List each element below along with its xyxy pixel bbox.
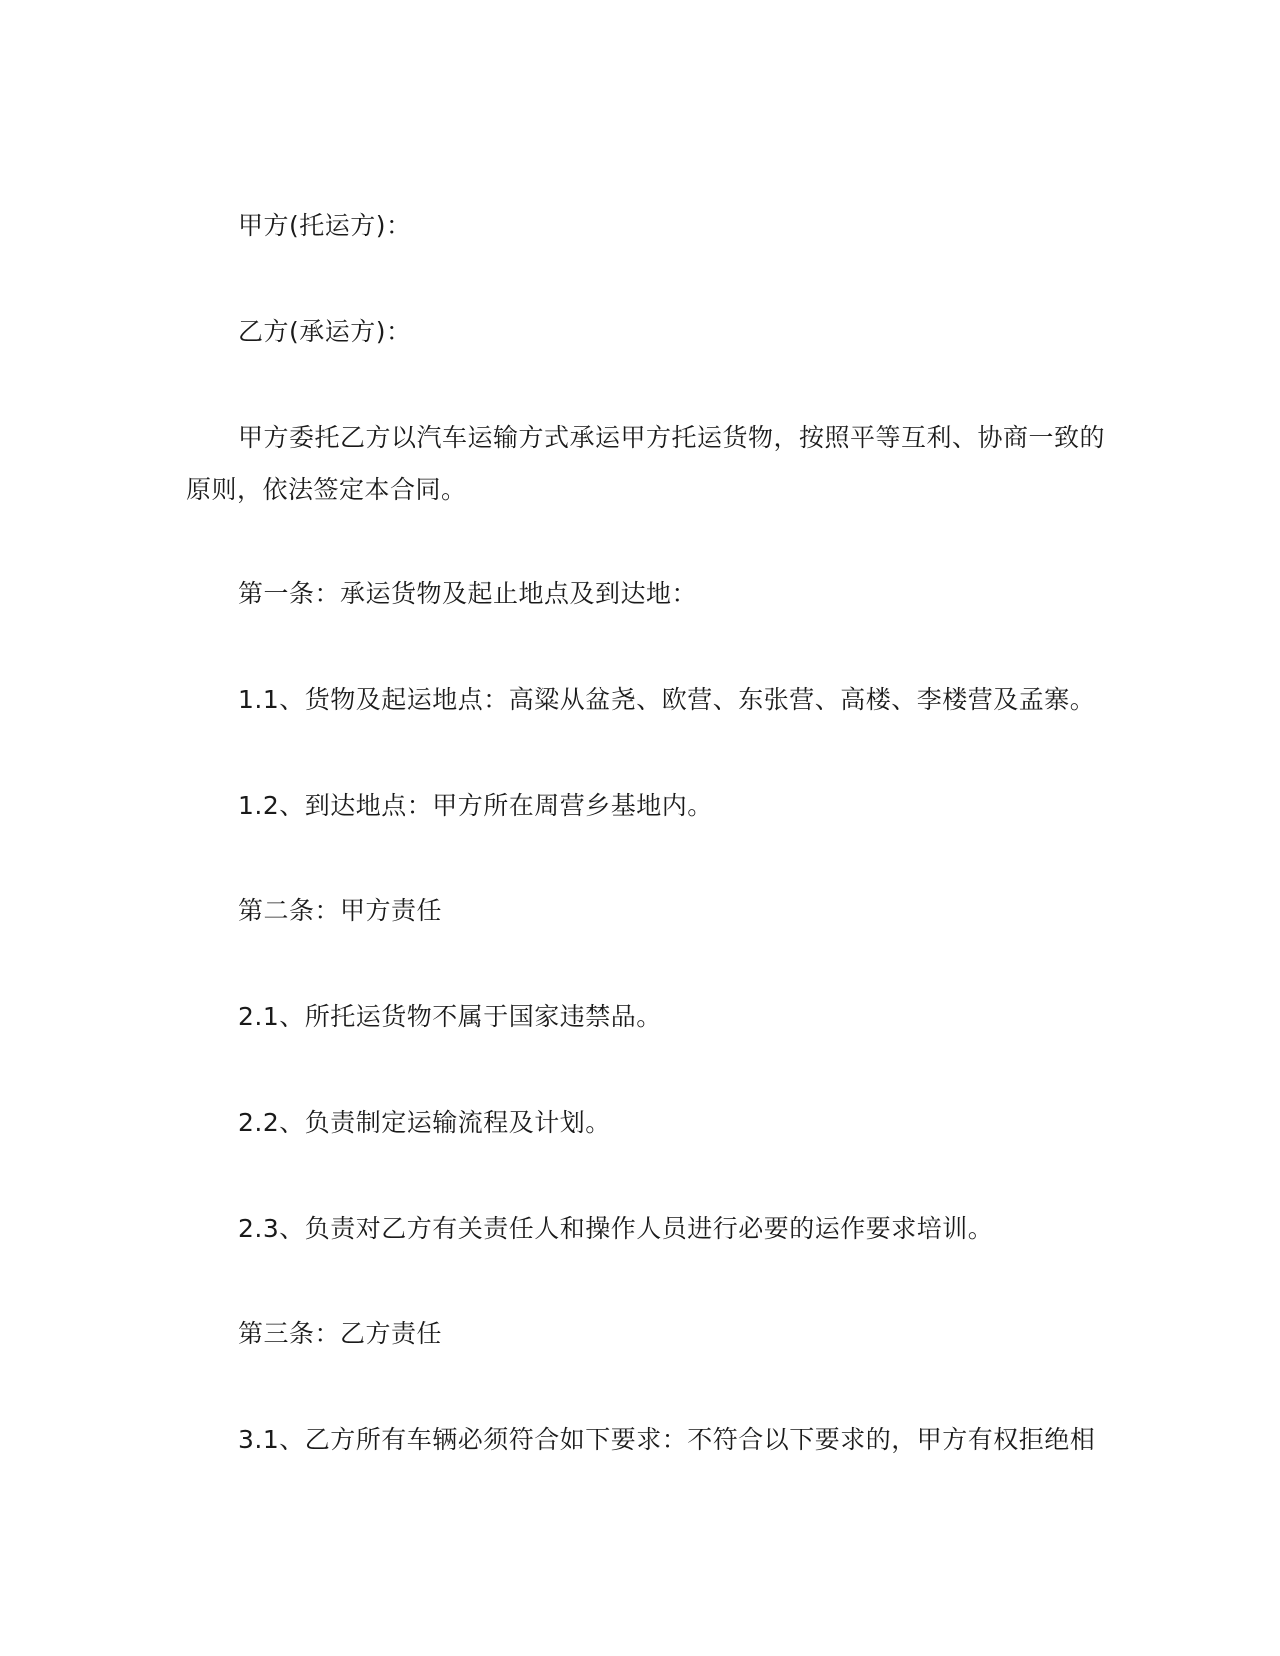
article-2-title: 第二条：甲方责任 (238, 896, 443, 925)
clause-1-1: 1.1、货物及起运地点：高粱从盆尧、欧营、东张营、高楼、李楼营及孟寨。 (238, 685, 1096, 714)
preamble-line-2: 原则，依法签定本合同。 (186, 475, 467, 504)
party-a-line: 甲方(托运方)： (238, 211, 412, 240)
clause-2-1: 2.1、所托运货物不属于国家违禁品。 (238, 1002, 662, 1031)
clause-1-2: 1.2、到达地点：甲方所在周营乡基地内。 (238, 791, 713, 820)
article-3-title: 第三条：乙方责任 (238, 1319, 443, 1348)
clause-3-1: 3.1、乙方所有车辆必须符合如下要求：不符合以下要求的，甲方有权拒绝相 (238, 1425, 1096, 1454)
preamble-line-1: 甲方委托乙方以汽车运输方式承运甲方托运货物，按照平等互利、协商一致的 (238, 423, 1106, 452)
clause-2-3: 2.3、负责对乙方有关责任人和操作人员进行必要的运作要求培训。 (238, 1214, 994, 1243)
clause-2-2: 2.2、负责制定运输流程及计划。 (238, 1108, 611, 1137)
party-b-line: 乙方(承运方)： (238, 317, 412, 346)
article-1-title: 第一条：承运货物及起止地点及到达地： (238, 579, 698, 608)
